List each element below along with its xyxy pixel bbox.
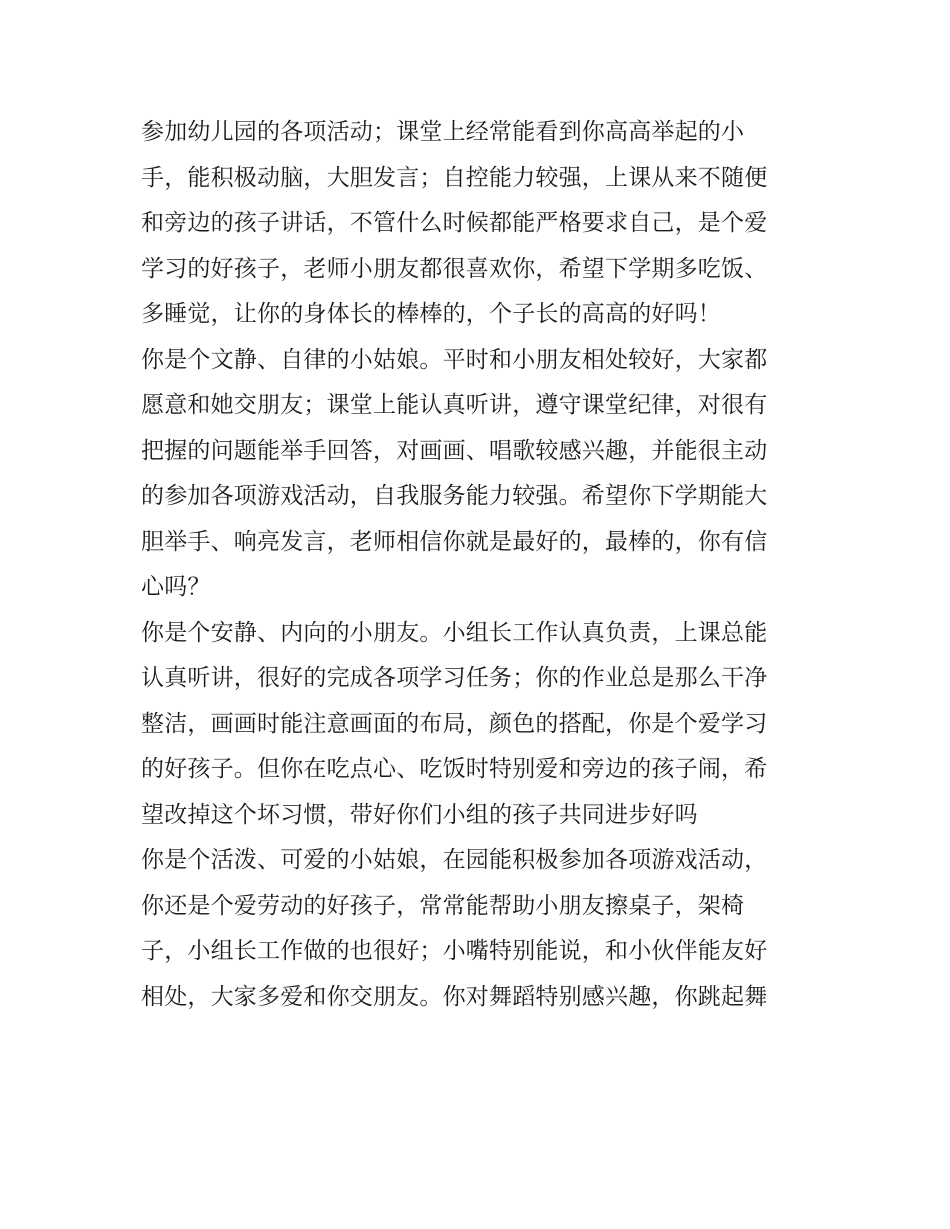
text-line: 胆举手、响亮发言，老师相信你就是最好的，最棒的，你有信 — [141, 528, 768, 555]
text-line: 你是个活泼、可爱的小姑娘，在园能积极参加各项游戏活动， — [141, 847, 768, 873]
text-line: 的参加各项游戏活动，自我服务能力较强。希望你下学期能大 — [141, 483, 768, 509]
text-line: 的好孩子。但你在吃点心、吃饭时特别爱和旁边的孩子闹，希 — [141, 756, 768, 782]
text-line: 你还是个爱劳动的好孩子，常常能帮助小朋友擦桌子，架椅 — [141, 892, 745, 919]
text-line: 愿意和她交朋友；课堂上能认真听讲，遵守课堂纪律，对很有 — [141, 392, 768, 418]
document-body — [141, 110, 821, 1020]
text-line: 多睡觉，让你的身体长的棒棒的，个子长的高高的好吗！ — [141, 301, 721, 327]
text-line: 把握的问题能举手回答，对画画、唱歌较感兴趣，并能很主动 — [141, 437, 768, 464]
text-line: 相处，大家多爱和你交朋友。你对舞蹈特别感兴趣，你跳起舞 — [141, 983, 768, 1010]
text-line: 学习的好孩子，老师小朋友都很喜欢你，希望下学期多吃饭、 — [141, 255, 768, 282]
text-line: 心吗？ — [141, 574, 211, 600]
text-line: 认真听讲，很好的完成各项学习任务；你的作业总是那么干净 — [141, 665, 768, 691]
text-line: 手，能积极动脑，大胆发言；自控能力较强，上课从来不随便 — [141, 164, 768, 191]
text-line: 望改掉这个坏习惯，带好你们小组的孩子共同进步好吗 — [141, 801, 698, 828]
text-line: 你是个文静、自律的小姑娘。平时和小朋友相处较好，大家都 — [141, 346, 768, 373]
text-line: 参加幼儿园的各项活动；课堂上经常能看到你高高举起的小 — [141, 119, 745, 145]
text-line: 整洁，画画时能注意画面的布局，颜色的搭配，你是个爱学习 — [141, 710, 768, 737]
text-line: 和旁边的孩子讲话，不管什么时候都能严格要求自己，是个爱 — [141, 210, 768, 236]
text-line: 子，小组长工作做的也很好；小嘴特别能说，和小伙伴能友好 — [141, 938, 768, 964]
text-line: 你是个安静、内向的小朋友。小组长工作认真负责，上课总能 — [141, 619, 768, 646]
